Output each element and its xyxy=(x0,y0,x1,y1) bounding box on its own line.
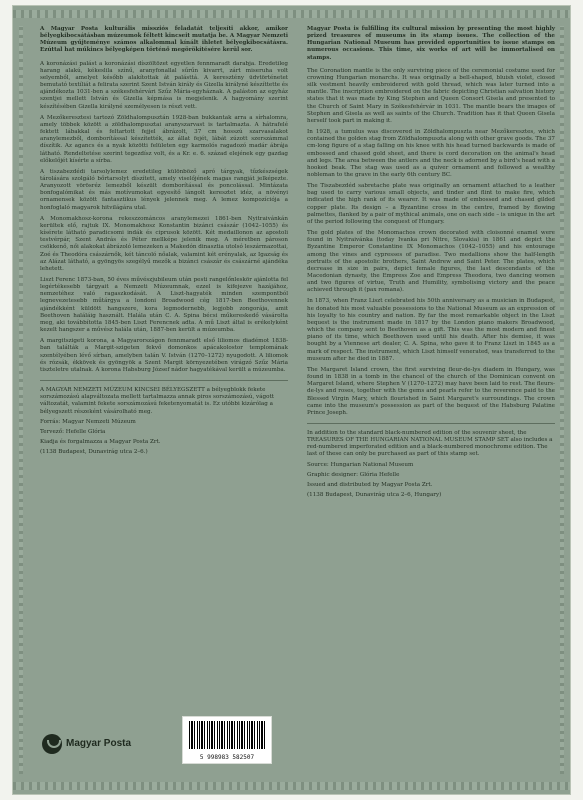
barcode-number: 5 998983 582507 xyxy=(199,753,255,761)
hu-golden-stag: A Mezőkeresztesi tartozó Zöldhalompusztán 1928-ban bukkantak arra a sírhalomra, amely többek között a zöldhalompusztai aranyszarvast is tartalmazta. A hátrafelé fektett lábakkal és feltartott fejjel ábrázolt, 37 cm hosszú szarvasalakot aranylemezből, domborítással készítették, az állat fejét, lábát zúzott szerszámmal díszítik. Az agancs és a nyak közötti felületen egy karmolós ragadozó madár ábrája látható. Rendeltetése szerint tegezdísz volt, és a Kr. e. 6. század elejének egy gazdag előkelőjét kísérte a sírba. xyxy=(40,114,288,164)
en-designer: Graphic designer: Glória Hefelle xyxy=(307,471,400,478)
hu-margaret-island-crown: A margitszigeti korona, a Magyarországon fennmaradt első liliomos diadémot 1838-ban találták a Margit-szigeten fekvő domonkos apácakolostor templomának szentélyében lévő sírban, amelyben talán V. István (1270–1272) nyugodott. A liliomok és rózsák, ékkövek és gyöngyök a Szent Margit környezetében virágzó Szűz Mária tiszteletre utalnak. A korona Habsburg József nádor hagyatékával került a múzeumba. xyxy=(40,338,288,373)
hu-edition-note: A MAGYAR NEMZETI MÚZEUM KINCSEI BÉLYEGSZETT a bélyegblokk fekete sorszámozású alapváltozata mellett tartalmazza annak piros sorszámozású, vágott változatát, valamint fekete sorszámozású feketenyomatát is. Ez utóbbi kizárólag a bélyegszett részeként vásárolható meg. xyxy=(40,387,274,415)
en-address: (1138 Budapest, Dunavirág utca 2–6, Hungary) xyxy=(307,492,442,499)
hu-monomachos-crown: A Monomakhosz-korona rekeszzománcos aranylemezei 1861-ben Nyitraivánkán kerültek elő, rajtuk IX. Monomakhosz Konstantin bizánci császár (1042–1055) és kísérete látható paradicsomi indák és ciprusok között. Két medaillonon az apostoli testvérpár, Szent András és Péter mellképe jelenik meg. A méretben pároson csökkenő, női alakokat ábrázoló lemezeken a Makedón dinasztia utolsó leszármazottai, Zoé és Theodóra császárnők, két táncoló nőalak, valamint két erényalak, az Igazság és az Alázat látható, a gyöngyös szegélyű mezők a bizánci császár és császárné ajándéka lehetett. xyxy=(40,215,288,272)
hu-coronation-mantle: A koronázási palást a koronázási díszöltözet egyetlen fennmaradt darabja. Eredetileg harang alakú, kékeslila színű, aranyfonallal sűrűn kivarrt, zárt miseruha volt selyemből, amelyet később alakítottak át palásttá. A keresztény üdvtörténetet bemutató textíliát a felirata szerint Szent István király és Gizella királyné készíttette és ajándékozta 1031-ben a székesfehérvári Szűz Mária-egyháznak. A paláston az egyház szentjei mellett István és Gizella képmása is megjelenik. A hagyomány szerint készítésében Gizella királyné személyesen is részt vett. xyxy=(40,60,288,110)
barcode xyxy=(182,716,272,764)
english-text-column xyxy=(307,26,555,782)
hu-address: (1138 Budapest, Dunavirág utca 2–6.) xyxy=(40,449,148,456)
perforation-left xyxy=(19,26,23,774)
hu-designer: Tervező: Hefelle Glória xyxy=(40,428,106,435)
en-edition-note: In addition to the standard black-numbered edition of the souvenir sheet, the TREASURES OF THE HUNGARIAN NATIONAL MUSEUM STAMP SET also includes a red-numbered imperforated edition and a black-numbered monochrome edition. The last of these can only be purchased as part of this stamp set. xyxy=(307,429,553,458)
posthorn-icon xyxy=(42,734,62,754)
en-sabretache-plate: The Tiszabezdéd sabretache plate was originally an ornament attached to a leather bag used to carry various small objects, and tinder and flint to make fire, which indicated the high rank of its wearer. It was made of embossed and chased gilded copper plate. Its design – a Byzantine cross in the centre, framed by flowing palmettes, flanked by a pair of mythical animals, one on each side – is unique in the art of the period following the conquest of Hungary. xyxy=(307,183,555,225)
en-margaret-island-crown: The Margaret Island crown, the first surviving fleur-de-lys diadem in Hungary, was found in 1838 in a tomb in the chancel of the church of the Dominican convent on Margaret Island, where Stephen V (1270–1272) may have been laid to rest. The fleurs-de-lys and roses, together with the gems and pearls refer to the reverence paid to the Blessed Virgin Mary, which flourished in Saint Margaret's surroundings. The crown came into the museum's possession as part of the bequest of the Habsburg Palatine Prince Joseph. xyxy=(307,366,555,416)
en-golden-stag: In 1928, a tumulus was discovered in Zöldhalompuszta near Mezőkeresztes, which contained the golden stag from Zöldhalompuszta along with other grave goods. The 37 cm-long figure of a stag falling on his knee with his head turned backwards is made of embossed and chased gold sheet, and there is cord decoration on the animal's head and legs. The area between the antlers and the neck is adorned by a bird's head with a hooked beak. The stag was used as a quiver ornament and followed a wealthy nobleman to the grave in the early 6th century BC. xyxy=(307,129,555,178)
hu-issued: Kiadja és forgalmazza a Magyar Posta Zrt. xyxy=(40,438,161,445)
barcode-bars xyxy=(189,721,265,749)
hu-source: Forrás: Magyar Nemzeti Múzeum xyxy=(40,418,136,425)
en-coronation-mantle: The Coronation mantle is the only surviving piece of the ceremonial costume used for crowning Hungarian monarchs. It was originally a bell-shaped, bluish violet, closed silk vestment heavily embroidered with gold thread, which was later turned into a mantle. The inscription embroidered on the fabric depicting Christian salvation history states that it was made by King Stephen and Queen Consort Gisela and presented to the Church of Saint Mary in Székesfehérvár in 1031. The mantle bears the images of Stephen and Gisela as well as saints of the Church. Tradition has it that Queen Gisela herself took part in making it. xyxy=(307,67,555,124)
perforation-bottom xyxy=(13,782,570,790)
en-monomachos-crown: The gold plates of the Monomachos crown decorated with cloisonné enamel were found in Nyitraivánka (today Ivanka pri Nitre, Slovakia) in 1861 and depict the Byzantine Emperor Constantine IX Monomachos (1042–1055) and his entourage among the vines and cypresses of paradise. Two medallions show the half-length portraits of the apostolic brothers, Saint Andrew and Saint Peter. The plates, which decrease in size in pairs, depict female figures, the last descendants of the Macedonian dynasty, the Empress Zoe and Empress Theodora, two dancing women and two figures of virtue, Truth and Humility, symbolising victory and the peace achieved through it (pax romana). xyxy=(307,230,555,294)
folder-content xyxy=(40,26,569,782)
en-source: Source: Hungarian National Museum xyxy=(307,461,414,468)
divider xyxy=(40,380,288,381)
hungarian-text-column xyxy=(40,26,288,782)
hu-intro: A Magyar Posta kulturális missziós feladatát teljesíti akkor, amikor bélyegkibocsátásban múzeumok féltett kincseit mutatja be. A Magyar Nemzeti Múzeum gyűjteménye számos alkalommal kínált ihletet bélyegkibocsátásra. Ezúttal hat műkincs bélyegképen történő megörökítésére kerül sor. xyxy=(40,26,288,54)
hu-liszt-piano: Liszt Ferenc 1873-ban, 50 éves művészjubileum után pesti rangelőnleskör ajánlotta fel legértékesebb tárgyait a Nemzeti Múzeumnak, ezzel is kifejezve hazájához, nemzetéhez való ragaszkodását. A Liszt-hagyaték minden szempontból legnevezetesebb műtárgya a londoni Broadwood cég 1817-ben Beethovennek ajándékként küldött hangszere, kora legmodernebb, legjobb zongorája, amit Beethoven haláláig használt. Halála után C. A. Spina bécsi műkereskedő vásárolta meg, aki továbbította 1845-ben Liszt Ferencnek adta. A mű Liszt által is erékelyként kezelt hangszer a művész halála után, 1887-ben került a múzeumba. xyxy=(40,277,288,334)
en-issued: Issued and distributed by Magyar Posta Zrt. xyxy=(307,481,433,488)
magyar-posta-logo xyxy=(42,734,131,754)
en-intro: Magyar Posta is fulfilling its cultural mission by presenting the most highly prized treasures of museums in its stamp issues. The collection of the Hungarian National Museum has provided opportunities to issue stamps on numerous occasions. This time, six works of art will be immortalised on stamps. xyxy=(307,26,555,61)
stamp-set-folder-back xyxy=(13,6,570,794)
divider xyxy=(307,423,555,424)
logo-text: Magyar Posta xyxy=(66,738,132,750)
perforation-top xyxy=(13,10,570,18)
hu-sabretache-plate: A tiszabezdédi tarsolylemez eredetileg különböző apró tárgyak, tűzkészségek tárolására szolgáló bőrtarsolyt díszített, amely viselőjének magas rangját jelképezte. Aranyozott vörösréz lemezből készült domborítással és poncolással. Mintázata bonfogalómikat és más motívumokat egyesítő lángolt keresztet idéz, a növényi ornamensek között fantasztikus lények jelennek meg. A lemez kompozíciója a honfoglaló magyarok hitvilágára utal. xyxy=(40,168,288,211)
en-liszt-piano: In 1873, when Franz Liszt celebrated his 50th anniversary as a musician in Budapest, he donated his most valuable possessions to the National Museum as an expression of his loyalty to his country and nation. By far the most remarkable object in the Liszt bequest is the instrument made in 1817 by the London piano makers Broadwood, which the company sent to Beethoven as a gift. This was the most modern and finest piano of its time, which Beethoven used until his death. After his demise, it was bought by a Viennese art dealer, C. A. Spina, who gave it to Franz Liszt in 1845 as a mark of respect. The instrument, which Liszt himself venerated, was transferred to the museum after he died in 1887. xyxy=(307,298,555,362)
